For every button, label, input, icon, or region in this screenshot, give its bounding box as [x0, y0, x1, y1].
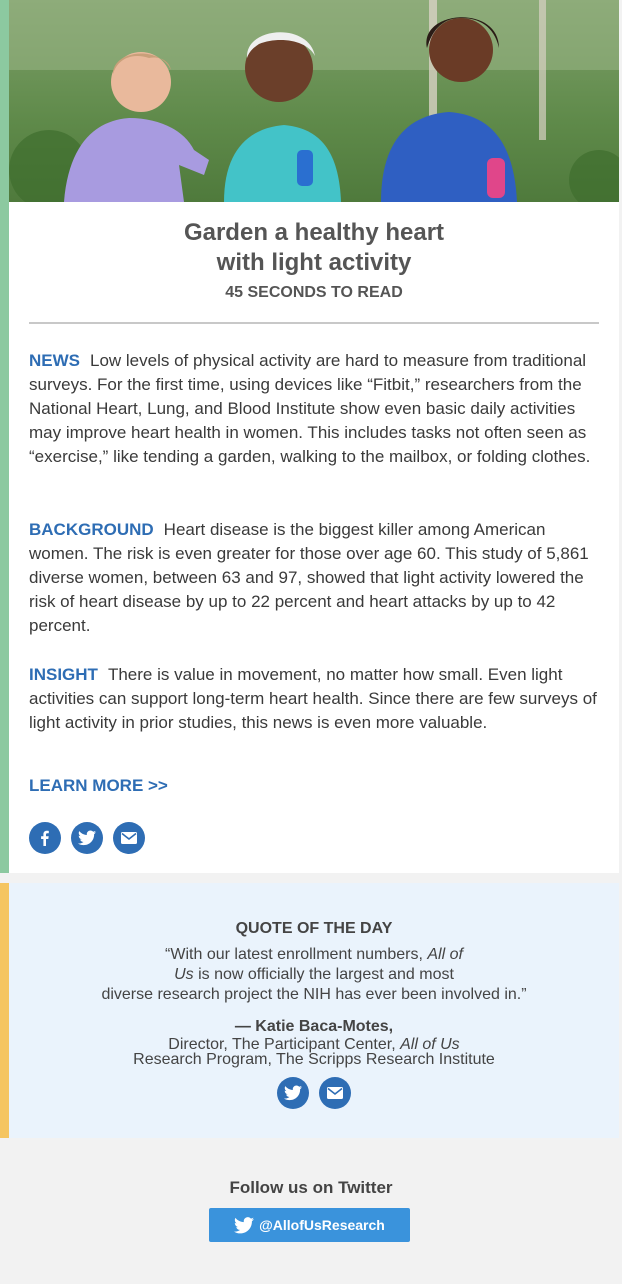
email-icon: [327, 1087, 343, 1099]
accent-bar-green: [0, 0, 9, 873]
background-paragraph: [29, 518, 601, 638]
quote-emphasis: Us: [174, 966, 194, 983]
news-text: Low levels of physical activity are hard to measure from traditional surveys. For the first time, using devices like “Fitbit,” researchers from the National Heart, Lung, and Blood Institute show even basic daily activities may improve heart health in women. This includes tasks not often seen as “exercise,” like tending a garden, walking to the mailbox, or folding clothes.: [29, 351, 591, 466]
insight-text: There is value in movement, no matter how small. Even light activities can support long-term heart health. Since there are few surveys of light activity in prior studies, this news is even more valuable.: [29, 665, 597, 732]
follow-title: Follow us on Twitter: [229, 1178, 393, 1197]
learn-more-link[interactable]: LEARN MORE >>: [29, 776, 168, 795]
twitter-icon: [284, 1085, 302, 1101]
background-text: Heart disease is the biggest killer among American women. The risk is even greater for those over age 60. This study of 5,861 diverse women, between 63 and 97, showed that light activity lowered the risk of heart disease by up to 22 percent and heart attacks by up to 42 percent.: [29, 520, 589, 635]
news-paragraph: [29, 349, 601, 469]
facebook-icon: [37, 830, 53, 846]
quote-emphasis: All of: [427, 946, 463, 963]
role-emphasis: All of Us: [400, 1036, 460, 1053]
insight-label: INSIGHT: [29, 665, 98, 684]
news-label: NEWS: [29, 351, 80, 370]
quote-line-2: [9, 964, 619, 985]
role-text: Director, The Participant Center,: [168, 1036, 401, 1053]
twitter-handle: @AllofUsResearch: [259, 1217, 385, 1233]
article-title-line1: Garden a healthy heart: [183, 219, 445, 246]
quote-line-1: [9, 944, 619, 965]
quote-author: — Katie Baca-Motes,: [234, 1018, 394, 1035]
accent-bar-yellow: [0, 883, 9, 1138]
article-title-line2: with light activity: [216, 249, 412, 276]
background-label: BACKGROUND: [29, 520, 154, 539]
twitter-icon: [78, 830, 96, 846]
email-share-button[interactable]: [113, 822, 145, 854]
quote-email-share-button[interactable]: [319, 1077, 351, 1109]
email-icon: [121, 832, 137, 844]
twitter-follow-button[interactable]: [209, 1208, 410, 1242]
insight-paragraph: [29, 663, 601, 735]
quote-card: [0, 883, 619, 1138]
read-time: 45 SECONDS TO READ: [225, 284, 403, 301]
quote-text: is now officially the largest and most: [193, 966, 454, 983]
quote-role-line-2: Research Program, The Scripps Research Institute: [133, 1051, 495, 1068]
facebook-share-button[interactable]: [29, 822, 61, 854]
quote-text: “With our latest enrollment numbers,: [165, 946, 428, 963]
twitter-share-button[interactable]: [71, 822, 103, 854]
quote-line-3: diverse research project the NIH has ever been involved in.”: [101, 986, 527, 1003]
twitter-icon: [234, 1217, 254, 1234]
quote-heading: QUOTE OF THE DAY: [235, 920, 393, 937]
divider: [29, 322, 599, 324]
hero-image: [9, 0, 619, 202]
quote-twitter-share-button[interactable]: [277, 1077, 309, 1109]
